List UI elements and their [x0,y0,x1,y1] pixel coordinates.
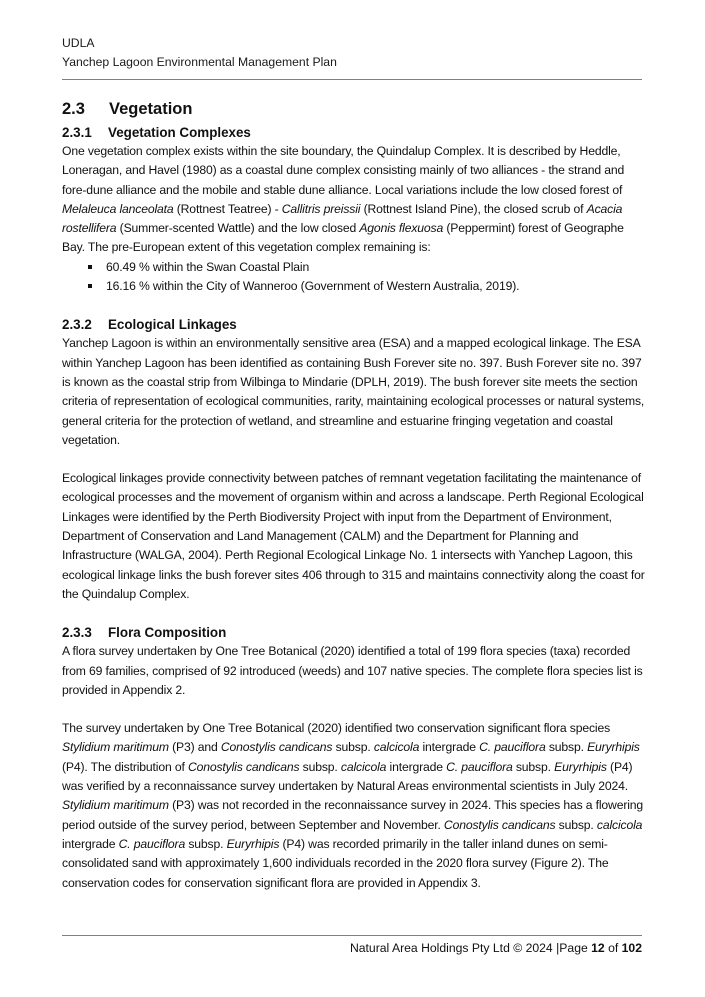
paragraph: The survey undertaken by One Tree Botanical (2020) identified two conservation significant flora species Stylidium maritimum (P3) and Conostylis candicans subsp. calcicola intergrade C. pauciflora subsp. Euryrhipis (P4). The distribution of Conostylis candicans subsp. calcicola intergrade C. pauciflora subsp. Euryrhipis (P4) was verified by a reconnaissance survey undertaken by Natural Areas environmental scientists in July 2024. Stylidium maritimum (P3) was not recorded in the reconnaissance survey in 2024. This species has a flowering period outside of the survey period, between September and November. Conostylis candicans subsp. calcicola intergrade C. pauciflora subsp. Euryrhipis (P4) was recorded primarily in the taller inland dunes on semi-consolidated sand with approximately 1,600 individuals recorded in the 2020 flora survey (Figure 2). The conservation codes for conservation significant flora are provided in Appendix 3. [62,721,644,890]
species-name: Euryrhipis [587,740,640,755]
page-footer [350,939,642,958]
bullet-item: 16.16 % within the City of Wanneroo (Government of Western Australia, 2019). [62,277,647,296]
subsection-title: Flora Composition [108,625,227,641]
page-header [62,34,642,72]
footer-company: Natural Area Holdings Pty Ltd © 2024 [349,941,553,955]
species-name: Stylidium maritimum [62,740,169,755]
section-number: 2.3 [62,100,85,118]
paragraph: One vegetation complex exists within the site boundary, the Quindalup Complex. It is described by Heddle, Loneragan, and Havel (1980) as a coastal dune complex consisting mainly of two alliances - the strand and fore-dune alliance and the mobile and stable dune alliance. Local variations include the low closed forest of Melaleuca lanceolata (Rottnest Teatree) - Callitris preissii (Rottnest Island Pine), the closed scrub of Acacia rostellifera (Summer-scented Wattle) and the low closed Agonis flexuosa (Peppermint) forest of Geographe Bay. The pre-European extent of this vegetation complex remaining is: [62,144,625,255]
header-divider [62,79,642,80]
footer-of-label: of [608,941,619,955]
species-name: calcicola [340,759,387,774]
subsection-number: 2.3.3 [62,625,92,641]
section-title: Vegetation [109,100,193,118]
subsection-title: Ecological Linkages [108,317,237,333]
species-name: C. pauciflora [479,740,546,755]
footer-divider [62,935,642,936]
species-name: Conostylis candicans [220,740,333,755]
species-name: Agonis flexuosa [359,221,444,236]
paragraph: Yanchep Lagoon is within an environmentally sensitive area (ESA) and a mapped ecological linkage. The ESA within Yanchep Lagoon has been identified as containing Bush Forever site no. 397. Bush Forever site no. 397 is known as the coastal strip from Wilbinga to Mindarie (DPLH, 2019). The bush forever site meets the section criteria of representation of ecological communities, rarity, maintaining ecological processes or natural systems, general criteria for the protection of wetland, and streamline and estuarine fringing vegetation and coastal vegetation. [62,336,645,447]
subsection-title: Vegetation Complexes [108,125,251,140]
subsection-heading-ecological-linkages [62,315,647,334]
page-content [62,98,647,893]
subsection-number: 2.3.1 [62,125,92,140]
footer-separator: | [556,941,560,955]
species-name: Euryrhipis [554,759,607,774]
subsection-heading-flora-composition [62,623,647,642]
species-name: Conostylis candicans [187,759,300,774]
header-doc-title: Yanchep Lagoon Environmental Management Plan [62,55,337,69]
footer-page-total: 102 [621,941,642,955]
species-name: Acacia rostellifera [62,201,623,236]
species-name: Melaleuca lanceolata [62,201,174,216]
header-org: UDLA [62,36,95,50]
species-name: calcicola [596,817,643,832]
section-heading [62,98,647,120]
species-name: calcicola [373,740,420,755]
paragraph: A flora survey undertaken by One Tree Botanical (2020) identified a total of 199 flora species (taxa) recorded from 69 families, comprised of 92 introduced (weeds) and 107 native species. The complete flora species list is provided in Appendix 2. [62,644,643,697]
subsection-heading-vegetation-complexes [62,123,647,142]
species-name: C. pauciflora [446,759,513,774]
species-name: C. pauciflora [118,836,186,851]
footer-page-current: 12 [591,941,605,955]
bullet-square-icon [88,265,92,269]
bullet-item: 60.49 % within the Swan Coastal Plain [62,258,647,277]
bullet-list [62,258,647,297]
species-name: Euryrhipis [226,836,280,851]
species-name: Callitris preissii [281,201,361,216]
species-name: Stylidium maritimum [62,798,169,813]
subsection-number: 2.3.2 [62,317,92,333]
bullet-square-icon [88,284,92,288]
paragraph: Ecological linkages provide connectivity between patches of remnant vegetation facilitating the maintenance of ecological processes and the movement of organism within and across a landscape. Perth Regional Ecological Linkages were identified by the Perth Biodiversity Project with input from the Department of Environment, Department of Conservation and Land Management (CALM) and the Department for Planning and Infrastructure (WALGA, 2004). Perth Regional Ecological Linkage No. 1 intersects with Yanchep Lagoon, this ecological linkage links the bush forever sites 406 through to 315 and maintains connectivity along the coast for the Quindalup Complex. [62,471,645,601]
species-name: Conostylis candicans [443,817,556,832]
footer-page-label: Page [559,941,588,955]
